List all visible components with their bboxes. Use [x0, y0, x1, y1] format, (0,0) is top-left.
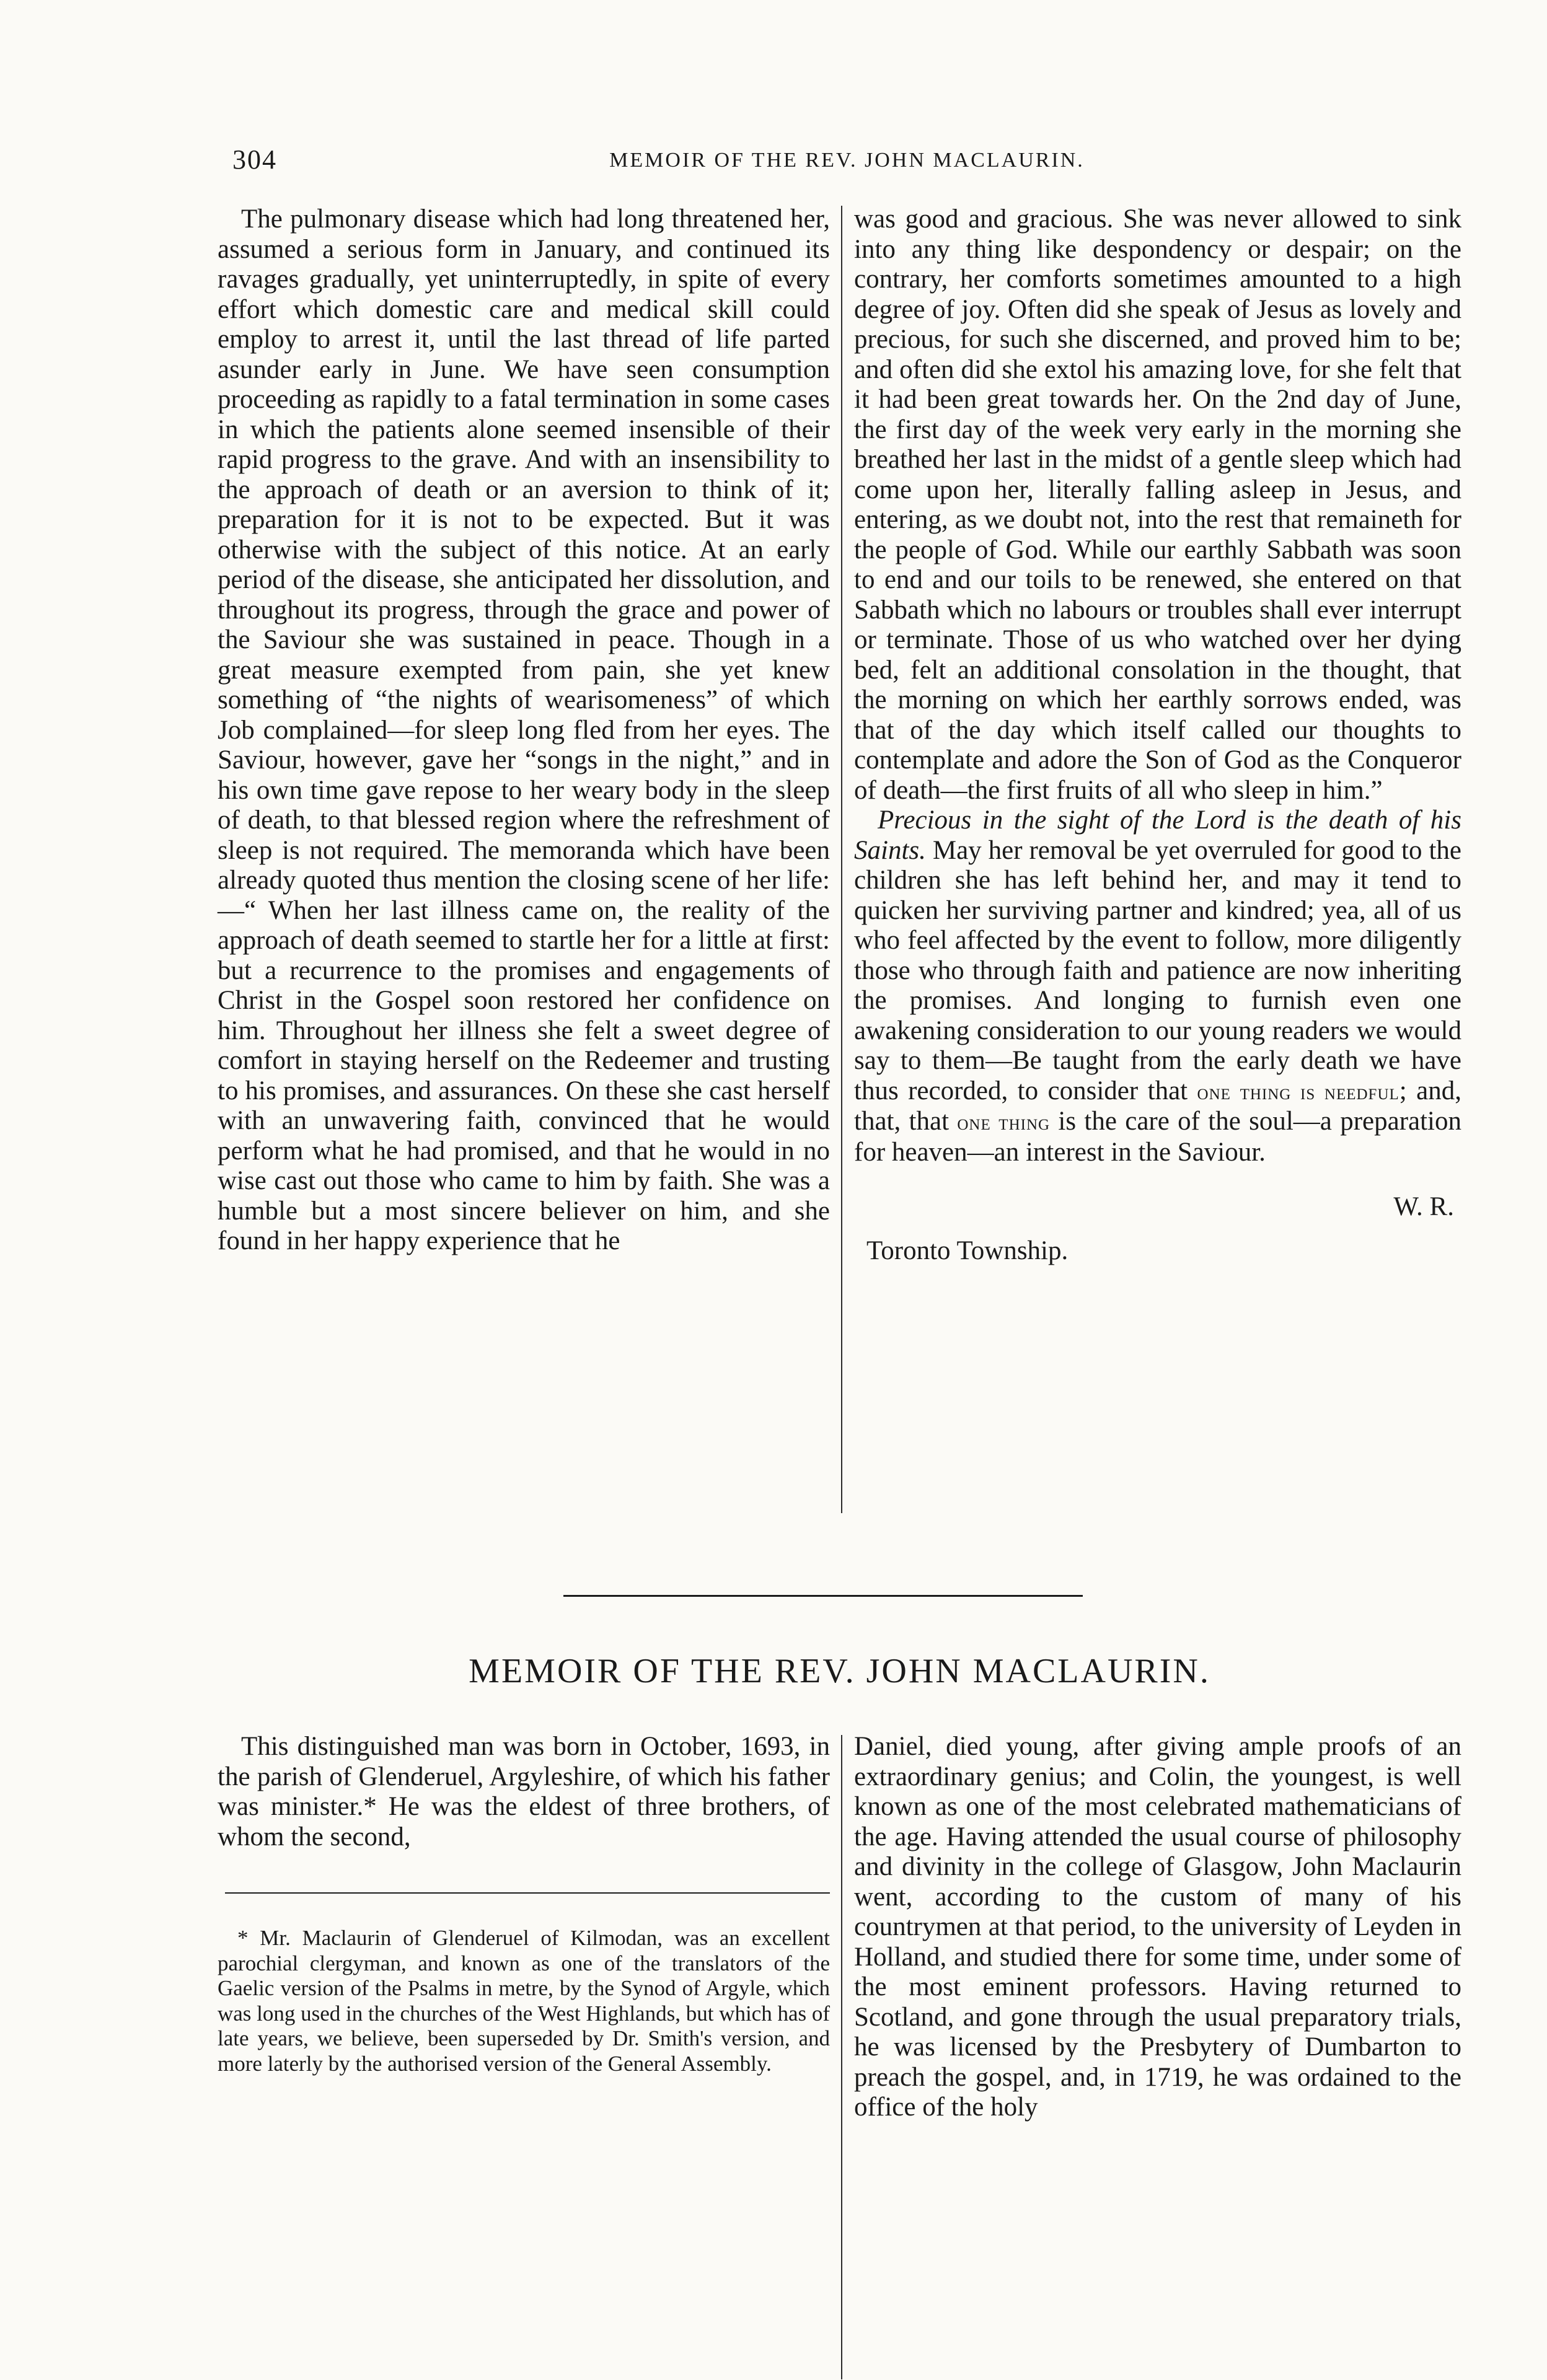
memoir-right-column [854, 1732, 1461, 2123]
column-divider-top [841, 206, 842, 1513]
obituary-right-column [854, 204, 1461, 1266]
footnote [218, 1926, 830, 2076]
smallcaps-phrase-2: one thing [957, 1110, 1051, 1135]
running-title: MEMOIR OF THE REV. JOHN MACLAURIN. [609, 149, 1085, 172]
obituary-paragraph-1: The pulmonary disease which had long threatened her, assumed a serious form in January, and continued its ravages gradually, yet uninterruptedly, in spite of every effort which domestic care and medical skill could employ to arrest it, until the last thread of life parted asunder early in June. We have seen consumption proceeding as rapidly to a fatal termination in some cases in which the patients alone seemed insensible of their rapid progress to the grave. And with an insensibility to the approach of death or an aversion to think of it; preparation for it is not to be expected. But it was otherwise with the subject of this notice. At an early period of the disease, she anticipated her dissolution, and throughout its progress, through the grace and power of the Saviour she was sustained in peace. Though in a great measure exempted from pain, she yet knew something of “the nights of wearisomeness” of which Job complained—for sleep long fled from her eyes. The Saviour, however, gave her “songs in the night,” and in his own time gave repose to her weary body in the sleep of death, to that blessed region where the refreshment of sleep is not required. The memoranda which have been already quoted thus mention the closing scene of her life:—“ When her last illness came on, the reality of the approach of death seemed to startle her for a little at first: but a recurrence to the promises and engagements of Christ in the Gospel soon restored her confidence on him. Throughout her illness she felt a sweet degree of comfort in staying herself on the Redeemer and trusting to his promises, and assurances. On these she cast herself with an unwavering faith, convinced that he would perform what he had promised, and that he would in no wise cast out those who came to him by faith. She was a humble but a most sincere believer on him, and she found in her happy experience that he [218, 204, 830, 1255]
scripture-quote: Precious in the sight of the Lord is the death of his Saints. [854, 806, 1461, 865]
obituary-left-column [218, 204, 830, 1257]
obituary-paragraph-2: was good and gracious. She was never allowed to sink into any thing like despondency or despair; on the contrary, her comforts sometimes amounted to a high degree of joy. Often did she speak of Jesus as lovely and precious, for such she discerned, and proved him to be; and often did she extol his amazing love, for she felt that it had been great towards her. On the 2nd day of June, the first day of the week very early in the morning she breathed her last in the midst of a gentle sleep which had come upon her, literally falling asleep in Jesus, and entering, as we doubt not, into the rest that remaineth for the people of God. While our earthly Sabbath was soon to end and our toils to be renewed, she entered on that Sabbath which no labours or troubles shall ever interrupt or terminate. Those of us who watched over her dying bed, felt an additional consolation in the thought, that the morning on which her earthly sorrows ended, was that of the day which itself called our thoughts to contemplate and adore the Son of God as the Conqueror of death—the first fruits of all who sleep in him.” [854, 204, 1461, 805]
footnote-rule [225, 1892, 830, 1894]
memoir-paragraph-1: This distinguished man was born in October, 1693, in the parish of Glenderuel, Argyleshire, of which his father was minister.* He was the eldest of three brothers, of whom the second, [218, 1732, 830, 1851]
footnote-text: * Mr. Maclaurin of Glenderuel of Kilmodan, was an excellent parochial clergyman, and known as one of the translators of the Gaelic version of the Psalms in metre, by the Synod of Argyle, which was long used in the churches of the West Highlands, but which has of late years, we believe, been superseded by Dr. Smith's version, and more laterly by the authorised version of the General Assembly. [218, 1926, 831, 2076]
paragraph-text-a: May her removal be yet overruled for good to the children she has left behind her, and may it tend to quicken her surviving partner and kindred; yea, all of us who feel affected by the event to follow, more diligently those who through faith and patience are now inheriting the promises. And longing to furnish even one awakening consideration to our young readers we would say to them—Be taught from the early death we have thus recorded, to consider that [854, 835, 1461, 1105]
memoir-heading: MEMOIR OF THE REV. JOHN MACLAURIN. [469, 1652, 1210, 1690]
place-line: Toronto Township. [866, 1236, 1069, 1265]
column-divider-bottom [841, 1735, 842, 2379]
paragraph-text-b: ; and, that, that [854, 1076, 1461, 1136]
smallcaps-phrase-1: one thing is needful [1197, 1079, 1399, 1104]
memoir-left-column [218, 1732, 830, 1852]
obituary-paragraph-3 [854, 806, 1461, 1167]
running-head [232, 144, 1461, 181]
paragraph-text-c: is the care of the soul—a preparation for heaven—an interest in the Saviour. [854, 1107, 1462, 1167]
author-signature: W. R. [1393, 1192, 1454, 1221]
page-number: 304 [232, 144, 277, 175]
memoir-paragraph-2: Daniel, died young, after giving ample proofs of an extraordinary genius; and Colin, the youngest, is well known as one of the most celebrated mathematicians of the age. Having attended the usual course of philosophy and divinity in the college of Glasgow, John Maclaurin went, according to the custom of many of his countrymen at that period, to the university of Leyden in Holland, and studied there for some time, under some of the most eminent professors. Having returned to Scotland, and gone through the usual preparatory trials, he was licensed by the Presbytery of Dumbarton to preach the gospel, and, in 1719, he was ordained to the office of the holy [854, 1732, 1461, 2122]
section-divider [563, 1595, 1083, 1597]
